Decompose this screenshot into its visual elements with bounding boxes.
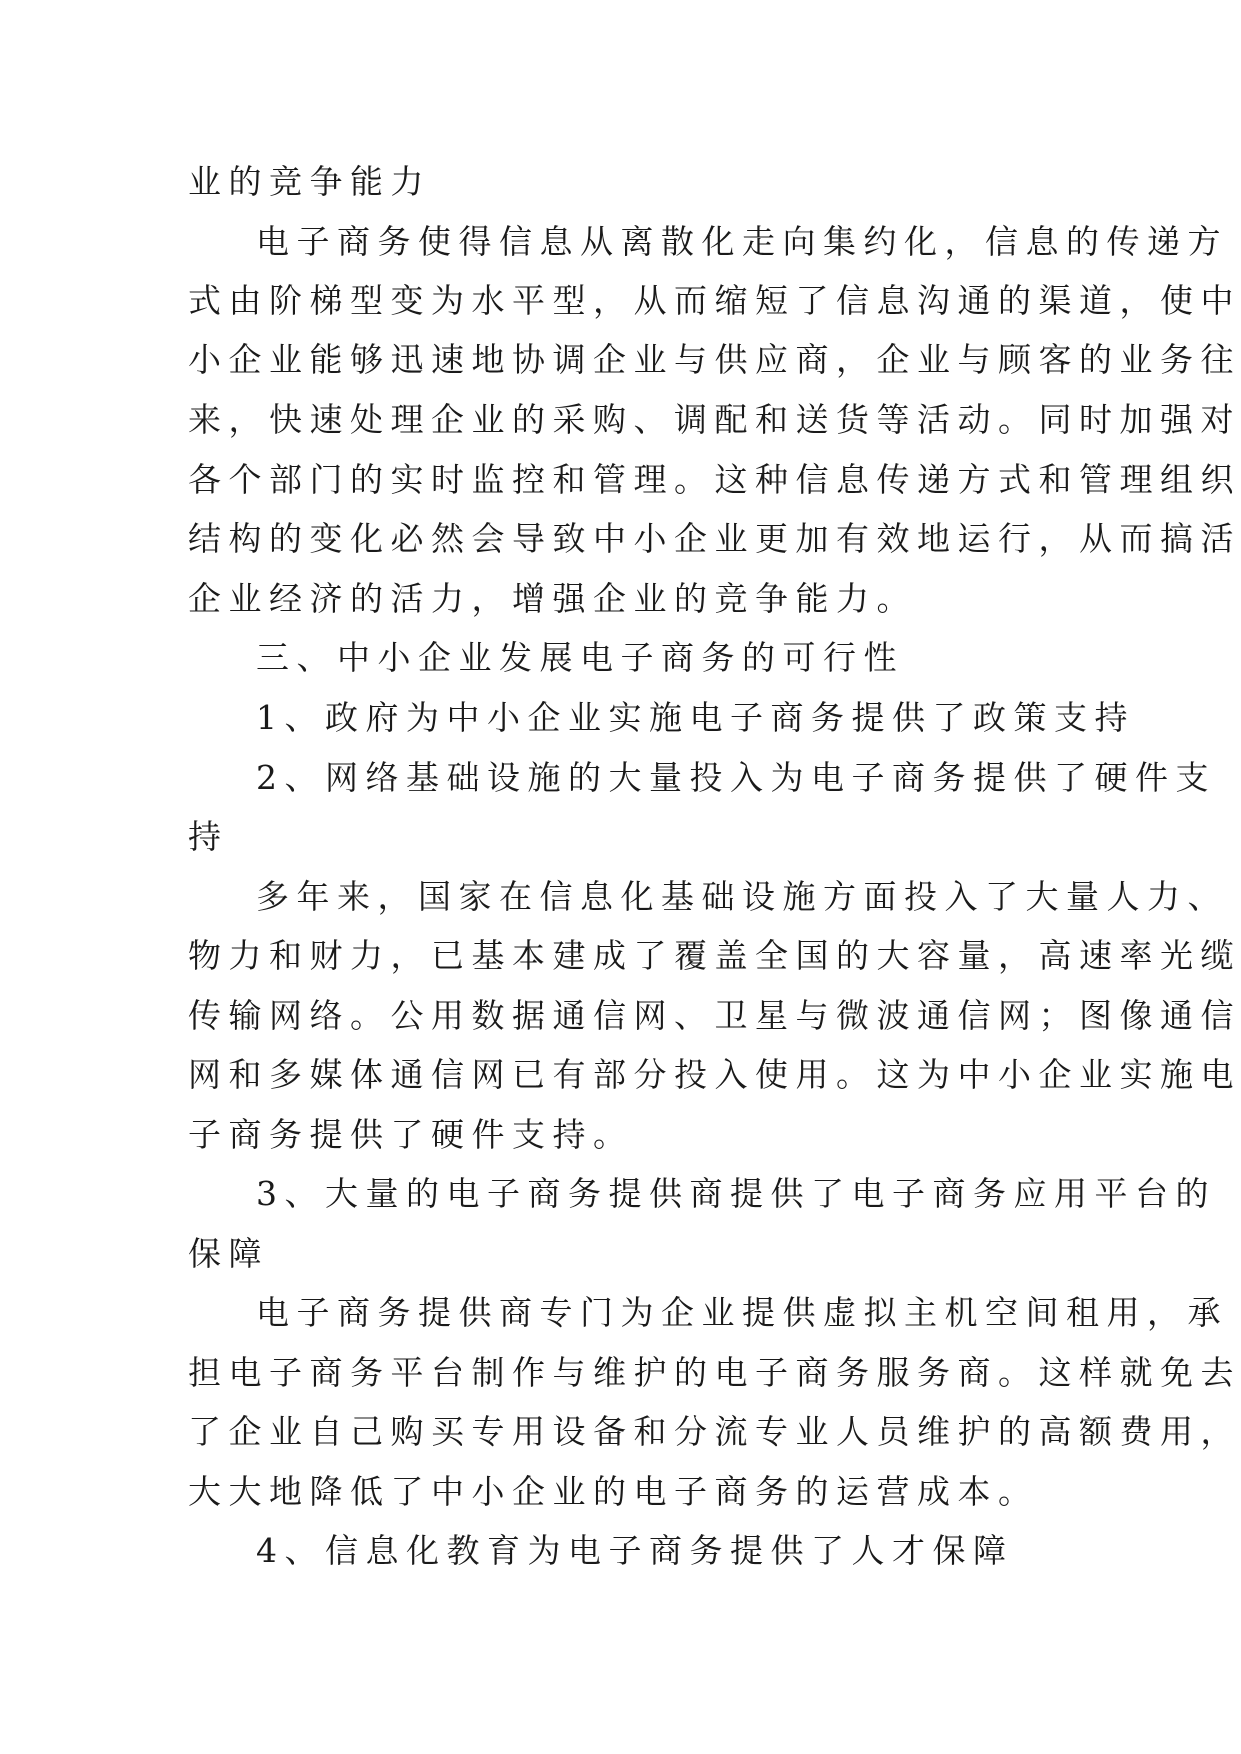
text-line: 来，快速处理企业的采购、调配和送货等活动。同时加强对 (188, 400, 1241, 439)
section-heading: 三、中小企业发展电子商务的可行性 (256, 638, 904, 677)
subheading: 3、大量的电子商务提供商提供了电子商务应用平台的 (256, 1174, 1216, 1213)
text-line: 多年来，国家在信息化基础设施方面投入了大量人力、 (256, 877, 1228, 916)
text-line: 大大地降低了中小企业的电子商务的运营成本。 (188, 1472, 1039, 1511)
text-line: 业的竞争能力 (188, 162, 431, 201)
text-line: 各个部门的实时监控和管理。这种信息传递方式和管理组织 (188, 460, 1241, 499)
text-line: 物力和财力，已基本建成了覆盖全国的大容量，高速率光缆 (188, 936, 1241, 975)
subheading-continuation: 保障 (188, 1234, 269, 1273)
subheading: 4、信息化教育为电子商务提供了人才保障 (256, 1531, 1014, 1570)
subheading: 2、网络基础设施的大量投入为电子商务提供了硬件支 (256, 758, 1216, 797)
text-line: 小企业能够迅速地协调企业与供应商，企业与顾客的业务往 (188, 340, 1241, 379)
text-line: 电子商务提供商专门为企业提供虚拟主机空间租用，承 (256, 1293, 1228, 1332)
text-line: 结构的变化必然会导致中小企业更加有效地运行，从而搞活 (188, 519, 1241, 558)
subheading: 1、政府为中小企业实施电子商务提供了政策支持 (256, 698, 1135, 737)
text-line: 子商务提供了硬件支持。 (188, 1115, 634, 1154)
text-line: 了企业自己购买专用设备和分流专业人员维护的高额费用， (188, 1412, 1241, 1451)
text-line: 企业经济的活力，增强企业的竞争能力。 (188, 579, 917, 618)
text-line: 传输网络。公用数据通信网、卫星与微波通信网；图像通信 (188, 996, 1241, 1035)
text-line: 电子商务使得信息从离散化走向集约化，信息的传递方 (256, 222, 1228, 261)
text-line: 担电子商务平台制作与维护的电子商务服务商。这样就免去 (188, 1353, 1241, 1392)
text-line: 式由阶梯型变为水平型，从而缩短了信息沟通的渠道，使中 (188, 281, 1241, 320)
text-line: 网和多媒体通信网已有部分投入使用。这为中小企业实施电 (188, 1055, 1241, 1094)
subheading-continuation: 持 (188, 817, 229, 856)
